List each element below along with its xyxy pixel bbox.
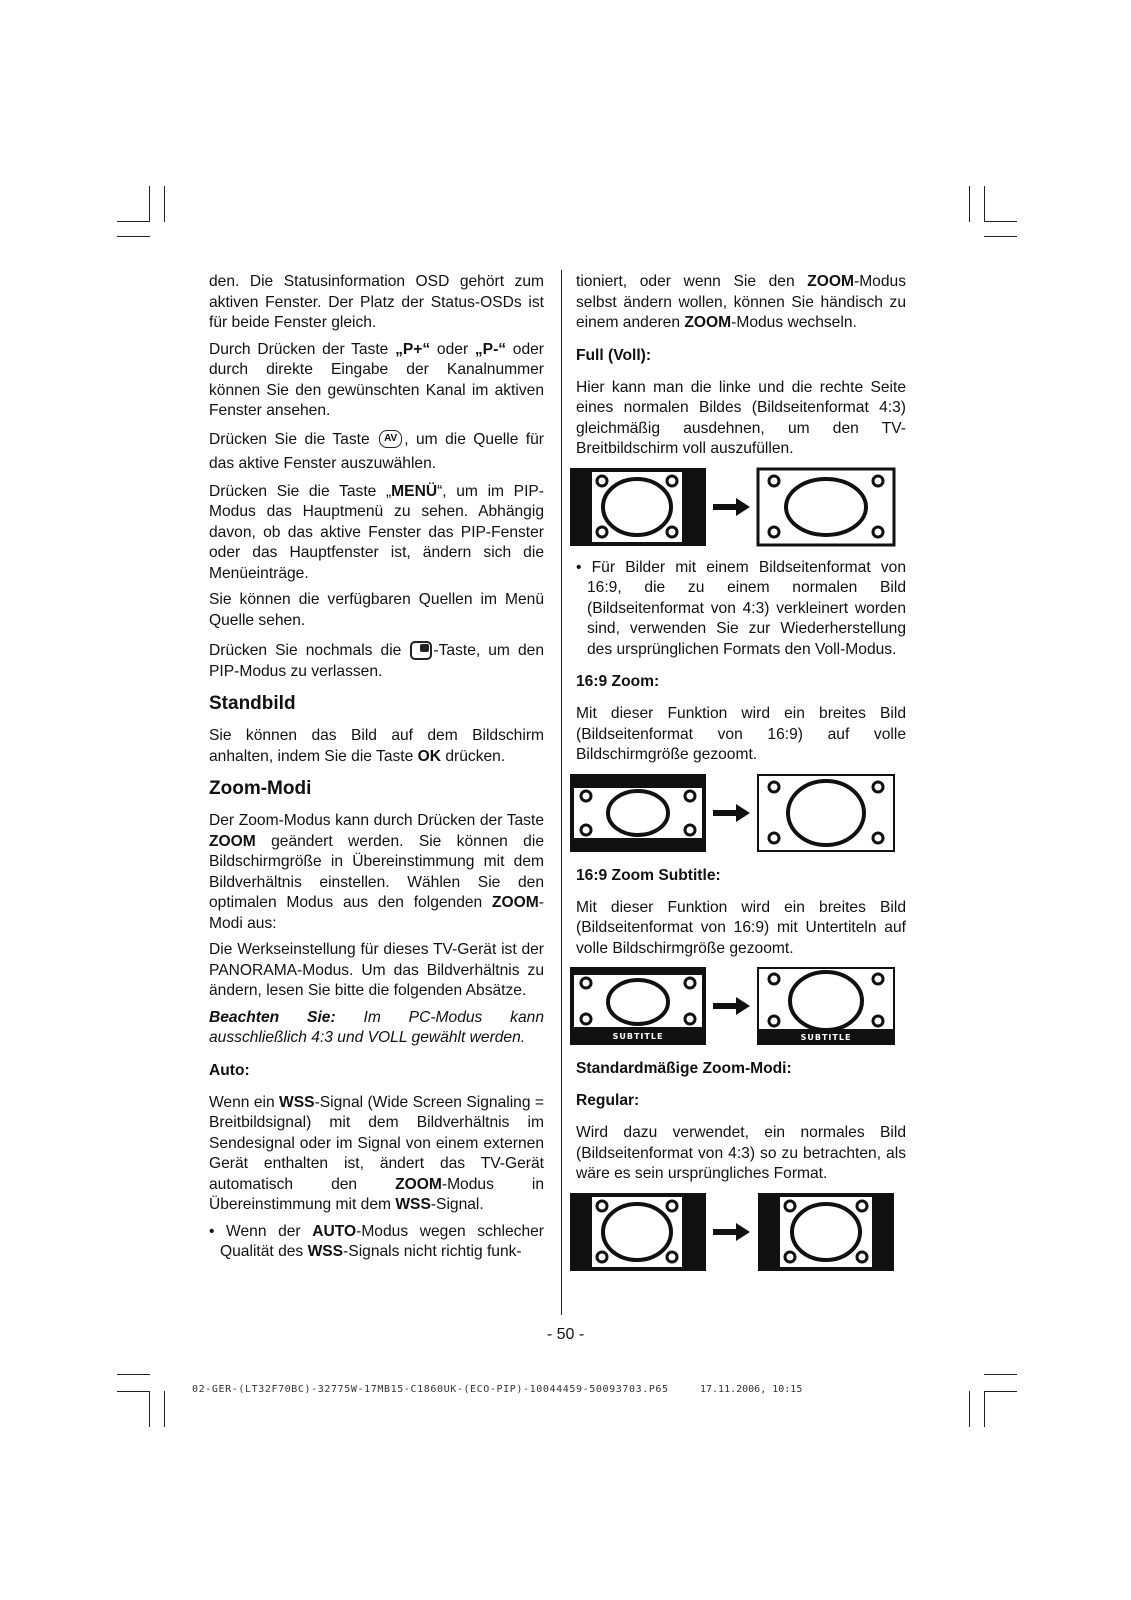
- subheading: 16:9 Zoom Subtitle:: [576, 866, 721, 884]
- footer-date: 17.11.2006, 10:15: [700, 1384, 803, 1395]
- paragraph: Wird dazu verwendet, ein normales Bild (Bildseitenformat von 4:3) so zu betrachten, als wäre es sein ursprüngliches Format.: [576, 1124, 906, 1182]
- full-mode-diagram: [568, 466, 898, 548]
- section-heading: Zoom-Modi: [209, 778, 312, 799]
- crop-mark: [149, 1391, 150, 1427]
- crop-mark: [984, 1374, 1017, 1375]
- paragraph: Mit dieser Funktion wird ein breites Bild (Bildseitenformat von 16:9) auf volle Bildschirmgröße gezoomt.: [576, 705, 906, 763]
- paragraph: Drücken Sie die Taste AV , um die Quelle für das aktive Fenster auszuwählen.: [209, 430, 544, 472]
- zoom-169-diagram: [568, 772, 898, 854]
- crop-mark: [117, 236, 150, 237]
- crop-mark: [969, 1391, 970, 1427]
- bullet-item: • Wenn der AUTO-Modus wegen schlecher Qualität des WSS-Signals nicht richtig funk-: [209, 1222, 544, 1260]
- paragraph: Die Werkseinstellung für dieses TV-Gerät ist der PANORAMA-Modus. Um das Bildverhältnis zu ändern, lesen Sie bitte die folgenden Absätze.: [209, 941, 544, 999]
- crop-mark: [969, 186, 970, 222]
- paragraph: Durch Drücken der Taste „P+“ oder „P-“ oder durch direkte Eingabe der Kanalnummer können Sie den gewünschten Kanal im aktiven Fenster ansehen.: [209, 340, 544, 419]
- crop-mark: [984, 221, 1017, 222]
- paragraph: Sie können das Bild auf dem Bildschirm anhalten, indem Sie die Taste OK drücken.: [209, 727, 544, 765]
- crop-mark: [164, 1391, 165, 1427]
- paragraph: Sie können die verfügbaren Quellen im Menü Quelle sehen.: [209, 591, 544, 629]
- subtitle-label: SUBTITLE: [612, 1032, 664, 1041]
- paragraph: tioniert, oder wenn Sie den ZOOM-Modus selbst ändern wollen, können Sie händisch zu einem anderen ZOOM-Modus wechseln.: [576, 273, 906, 331]
- footer-filename: 02-GER-(LT32F70BC)-32775W-17MB15-C1860UK-(ECO-PIP)-10044459-50093703.P65: [192, 1384, 669, 1395]
- right-column: [576, 272, 906, 1283]
- subheading: Regular:: [576, 1092, 640, 1109]
- crop-mark: [117, 221, 150, 222]
- paragraph: Drücken Sie die Taste „MENÜ“, um im PIP-Modus das Hauptmenü zu sehen. Abhängig davon, ob das aktive Fenster das PIP-Fenster oder das Hauptfenster ist, ändern sich die Menüeinträge.: [209, 482, 544, 582]
- paragraph: Drücken Sie nochmals die -Taste, um den PIP-Modus zu verlassen.: [209, 642, 545, 680]
- crop-mark: [149, 186, 150, 222]
- pip-key-icon: [410, 641, 432, 660]
- subheading: Full (Voll):: [576, 346, 652, 364]
- column-divider: [561, 270, 562, 1315]
- regular-mode-diagram: [568, 1191, 898, 1273]
- note: Beachten Sie: Im PC-Modus kann ausschließlich 4:3 und VOLL gewählt werden.: [209, 1008, 544, 1046]
- paragraph: Mit dieser Funktion wird ein breites Bild (Bildseitenformat von 16:9) mit Untertiteln auf volle Bildschirmgröße gezoomt.: [576, 898, 906, 957]
- bullet-item: • Für Bilder mit einem Bildseitenformat von 16:9, die zu einem normalen Bild (Bildseitenformat von 4:3) verkleinert worden sind, verwenden Sie zur Wiederherstellung des ursprünglichen Formats den Voll-Modus.: [576, 558, 906, 658]
- page-number: - 50 -: [546, 1326, 585, 1343]
- paragraph: den. Die Statusinformation OSD gehört zum aktiven Fenster. Der Platz der Status-OSDs ist für beide Fenster gleich.: [209, 273, 544, 331]
- paragraph: Der Zoom-Modus kann durch Drücken der Taste ZOOM geändert werden. Sie können die Bildschirmgröße in Übereinstimmung mit dem Bildverhältnis einstellen. Wählen Sie den optimalen Modus aus den folgenden ZOOM-Modi aus:: [209, 812, 544, 932]
- crop-mark: [117, 1374, 150, 1375]
- paragraph: Hier kann man die linke und die rechte Seite eines normalen Bildes (Bildseitenformat 4:3) gleichmäßig ausdehnen, um den TV-Breitbildschirm voll auszufüllen.: [576, 378, 906, 457]
- section-heading: Standbild: [209, 693, 296, 714]
- crop-mark: [984, 236, 1017, 237]
- av-key-icon: AV: [379, 430, 402, 448]
- crop-mark: [984, 1391, 985, 1427]
- subheading: Standardmäßige Zoom-Modi:: [576, 1060, 792, 1077]
- zoom-169-subtitle-diagram: [568, 965, 898, 1047]
- crop-mark: [117, 1391, 150, 1392]
- crop-mark: [164, 186, 165, 222]
- subheading: 16:9 Zoom:: [576, 673, 660, 690]
- crop-mark: [984, 1391, 1017, 1392]
- subtitle-label: SUBTITLE: [800, 1033, 852, 1042]
- subheading: Auto:: [209, 1061, 250, 1079]
- crop-mark: [984, 186, 985, 222]
- left-column: [209, 272, 544, 1269]
- paragraph: Wenn ein WSS-Signal (Wide Screen Signaling = Breitbildsignal) mit dem Bildverhältnis im Sendesignal oder im Signal von einem externen Gerät enthalten ist, ändert das TV-Gerät automatisch den ZOOM-Modus in Übereinstimmung mit dem WSS-Signal.: [209, 1093, 545, 1213]
